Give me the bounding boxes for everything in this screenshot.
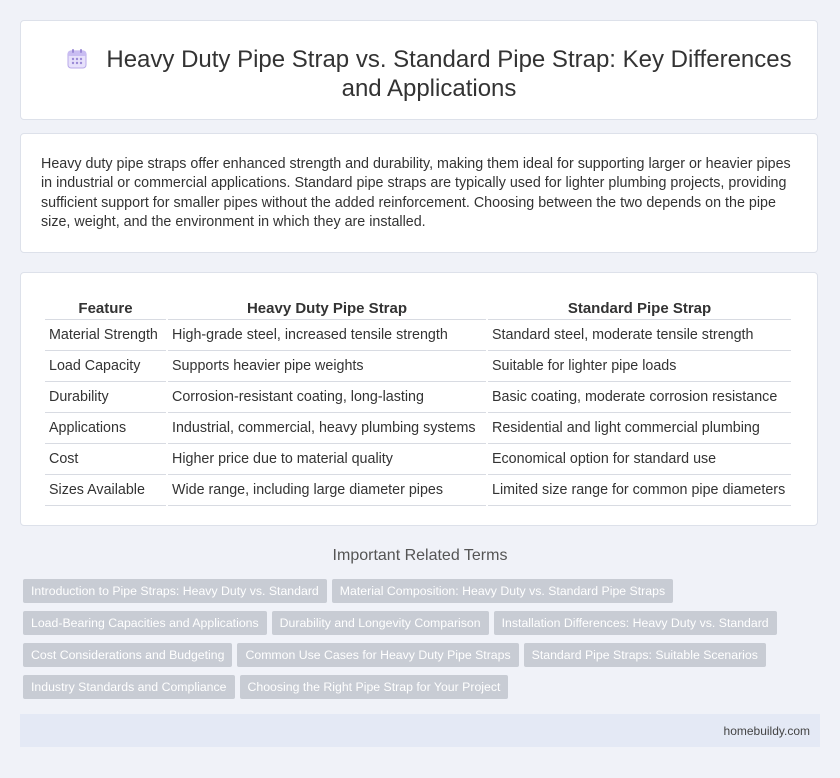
term-tag[interactable]: Standard Pipe Straps: Suitable Scenarios <box>524 643 766 667</box>
table-row <box>45 351 791 382</box>
table-cell: Wide range, including large diameter pipes <box>168 475 486 506</box>
table-cell: Standard steel, moderate tensile strength <box>488 320 791 351</box>
footer <box>20 714 820 747</box>
table-cell: Material Strength <box>45 320 166 351</box>
intro-card <box>20 133 818 253</box>
term-tag[interactable]: Durability and Longevity Comparison <box>272 611 489 635</box>
header-heavy-duty: Heavy Duty Pipe Strap <box>168 295 486 320</box>
term-tag[interactable]: Common Use Cases for Heavy Duty Pipe Straps <box>237 643 518 667</box>
table-cell: Supports heavier pipe weights <box>168 351 486 382</box>
term-tag[interactable]: Material Composition: Heavy Duty vs. Standard Pipe Straps <box>332 579 673 603</box>
intro-paragraph: Heavy duty pipe straps offer enhanced strength and durability, making them ideal for supporting larger or heavier pipes in industrial or commercial applications. Standard pipe straps are typically used for lighter plumbing projects, providing sufficient support for smaller pipes without the added reinforcement. Choosing between the two depends on the pipe size, weight, and the environment in which they are installed. <box>41 156 791 230</box>
term-tag[interactable]: Cost Considerations and Budgeting <box>23 643 232 667</box>
calendar-icon <box>66 48 88 70</box>
page-title-wrap <box>61 45 797 103</box>
table-cell: Higher price due to material quality <box>168 444 486 475</box>
header-standard: Standard Pipe Strap <box>488 295 791 320</box>
table-cell: Basic coating, moderate corrosion resistance <box>488 382 791 413</box>
tag-row <box>23 675 783 707</box>
term-tag[interactable]: Industry Standards and Compliance <box>23 675 235 699</box>
table-header-row <box>45 295 791 320</box>
table-cell: Corrosion-resistant coating, long-lasting <box>168 382 486 413</box>
term-tag[interactable]: Load-Bearing Capacities and Applications <box>23 611 267 635</box>
table-row <box>45 413 791 444</box>
tag-row <box>23 643 783 675</box>
comparison-table <box>43 295 793 506</box>
table-cell: Durability <box>45 382 166 413</box>
related-terms-heading: Important Related Terms <box>332 547 508 564</box>
related-terms-list <box>23 579 783 707</box>
footer-site-link[interactable]: homebuildy.com <box>723 724 810 738</box>
table-row <box>45 382 791 413</box>
tag-row <box>23 611 783 643</box>
term-tag[interactable]: Introduction to Pipe Straps: Heavy Duty vs. Standard <box>23 579 327 603</box>
comparison-card <box>20 272 818 526</box>
table-cell: High-grade steel, increased tensile strength <box>168 320 486 351</box>
table-cell: Sizes Available <box>45 475 166 506</box>
table-row <box>45 475 791 506</box>
table-row <box>45 320 791 351</box>
table-cell: Economical option for standard use <box>488 444 791 475</box>
table-cell: Suitable for lighter pipe loads <box>488 351 791 382</box>
table-cell: Cost <box>45 444 166 475</box>
table-cell: Residential and light commercial plumbing <box>488 413 791 444</box>
table-cell: Limited size range for common pipe diameters <box>488 475 791 506</box>
table-cell: Applications <box>45 413 166 444</box>
table-cell: Load Capacity <box>45 351 166 382</box>
page-title: Heavy Duty Pipe Strap vs. Standard Pipe Strap: Key Differences and Applications <box>106 46 792 102</box>
tag-row <box>23 579 783 611</box>
term-tag[interactable]: Choosing the Right Pipe Strap for Your Project <box>240 675 509 699</box>
term-tag[interactable]: Installation Differences: Heavy Duty vs. Standard <box>494 611 777 635</box>
header-feature: Feature <box>45 295 166 320</box>
table-cell: Industrial, commercial, heavy plumbing systems <box>168 413 486 444</box>
title-card <box>20 20 818 120</box>
table-row <box>45 444 791 475</box>
